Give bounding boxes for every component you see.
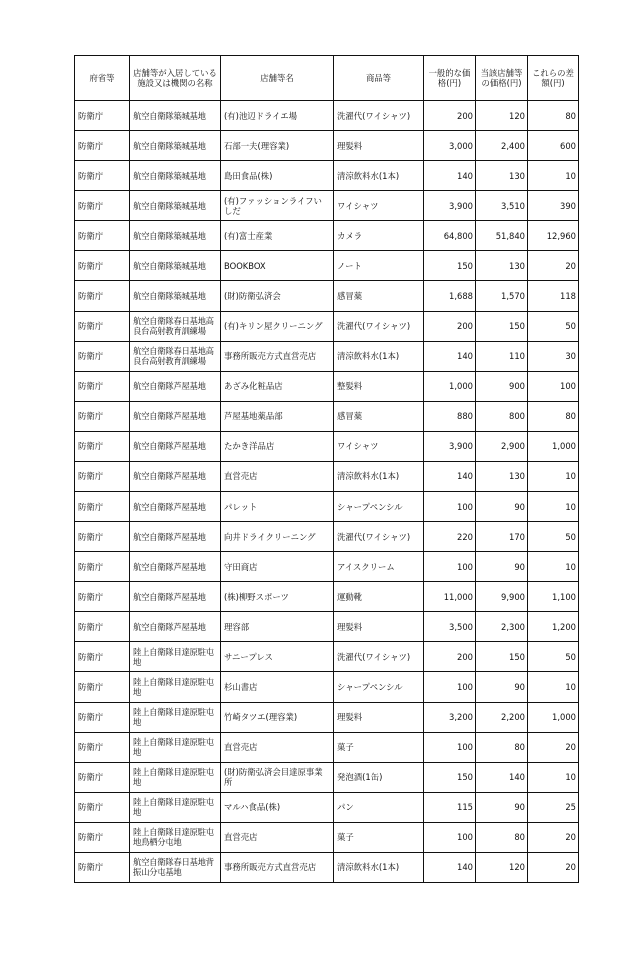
table-row	[75, 522, 579, 552]
cell-ministry: 防衛庁	[75, 672, 130, 702]
cell-ministry: 防衛庁	[75, 281, 130, 311]
cell-store: 島田食品(株)	[221, 161, 334, 191]
cell-difference: 12,960	[528, 221, 579, 251]
cell-product: ワイシャツ	[334, 191, 424, 221]
cell-ministry: 防衛庁	[75, 522, 130, 552]
table-row	[75, 762, 579, 792]
cell-ministry: 防衛庁	[75, 431, 130, 461]
cell-facility: 陸上自衛隊目達原駐屯地鳥栖分屯地	[130, 822, 221, 852]
table-row	[75, 251, 579, 281]
cell-product: 運動靴	[334, 582, 424, 612]
table-body	[75, 101, 579, 883]
table-row	[75, 281, 579, 311]
cell-general-price: 200	[424, 311, 476, 341]
cell-general-price: 100	[424, 552, 476, 582]
cell-store-price: 90	[476, 672, 528, 702]
cell-difference: 1,000	[528, 431, 579, 461]
table-row	[75, 461, 579, 491]
cell-general-price: 100	[424, 822, 476, 852]
cell-general-price: 220	[424, 522, 476, 552]
cell-general-price: 140	[424, 161, 476, 191]
cell-store-price: 51,840	[476, 221, 528, 251]
cell-general-price: 200	[424, 101, 476, 131]
cell-product: シャープペンシル	[334, 492, 424, 522]
cell-general-price: 100	[424, 672, 476, 702]
table-row	[75, 732, 579, 762]
cell-general-price: 11,000	[424, 582, 476, 612]
cell-difference: 25	[528, 792, 579, 822]
table-row	[75, 852, 579, 882]
header-product: 商品等	[334, 56, 424, 101]
table-row	[75, 341, 579, 371]
cell-difference: 20	[528, 251, 579, 281]
cell-facility: 航空自衛隊芦屋基地	[130, 431, 221, 461]
cell-facility: 陸上自衛隊目達原駐屯地	[130, 702, 221, 732]
table-row	[75, 101, 579, 131]
cell-facility: 航空自衛隊芦屋基地	[130, 461, 221, 491]
cell-general-price: 880	[424, 401, 476, 431]
cell-facility: 航空自衛隊築城基地	[130, 281, 221, 311]
cell-facility: 航空自衛隊築城基地	[130, 131, 221, 161]
cell-store: 事務所販売方式直営売店	[221, 341, 334, 371]
cell-store-price: 130	[476, 461, 528, 491]
cell-store: 竹崎タツエ(理容業)	[221, 702, 334, 732]
header-difference: これらの差額(円)	[528, 56, 579, 101]
cell-product: ノート	[334, 251, 424, 281]
cell-store-price: 80	[476, 732, 528, 762]
cell-facility: 陸上自衛隊目達原駐屯地	[130, 642, 221, 672]
cell-store-price: 150	[476, 311, 528, 341]
cell-ministry: 防衛庁	[75, 822, 130, 852]
cell-general-price: 1,000	[424, 371, 476, 401]
cell-product: ワイシャツ	[334, 431, 424, 461]
cell-store: マルハ食品(株)	[221, 792, 334, 822]
cell-facility: 航空自衛隊春日基地高良台高射教育訓練場	[130, 311, 221, 341]
cell-store-price: 80	[476, 822, 528, 852]
cell-store-price: 170	[476, 522, 528, 552]
cell-ministry: 防衛庁	[75, 461, 130, 491]
table-row	[75, 822, 579, 852]
cell-ministry: 防衛庁	[75, 131, 130, 161]
cell-ministry: 防衛庁	[75, 492, 130, 522]
cell-product: 洗濯代(ワイシャツ)	[334, 311, 424, 341]
cell-difference: 600	[528, 131, 579, 161]
cell-store-price: 90	[476, 492, 528, 522]
cell-ministry: 防衛庁	[75, 582, 130, 612]
cell-product: 菓子	[334, 822, 424, 852]
cell-store-price: 3,510	[476, 191, 528, 221]
cell-general-price: 3,900	[424, 431, 476, 461]
cell-ministry: 防衛庁	[75, 101, 130, 131]
cell-store-price: 9,900	[476, 582, 528, 612]
table-row	[75, 131, 579, 161]
table-row	[75, 431, 579, 461]
cell-product: パン	[334, 792, 424, 822]
cell-product: シャープペンシル	[334, 672, 424, 702]
cell-store: パレット	[221, 492, 334, 522]
cell-store-price: 2,300	[476, 612, 528, 642]
cell-general-price: 1,688	[424, 281, 476, 311]
cell-general-price: 200	[424, 642, 476, 672]
cell-difference: 10	[528, 492, 579, 522]
cell-difference: 10	[528, 161, 579, 191]
price-comparison-table	[74, 55, 579, 883]
cell-store-price: 150	[476, 642, 528, 672]
cell-product: 洗濯代(ワイシャツ)	[334, 101, 424, 131]
cell-general-price: 100	[424, 732, 476, 762]
cell-difference: 50	[528, 642, 579, 672]
cell-product: 感冒薬	[334, 281, 424, 311]
cell-difference: 80	[528, 101, 579, 131]
cell-general-price: 140	[424, 341, 476, 371]
cell-ministry: 防衛庁	[75, 371, 130, 401]
cell-ministry: 防衛庁	[75, 762, 130, 792]
cell-store-price: 90	[476, 552, 528, 582]
cell-general-price: 140	[424, 852, 476, 882]
cell-product: 洗濯代(ワイシャツ)	[334, 642, 424, 672]
cell-ministry: 防衛庁	[75, 792, 130, 822]
cell-product: 整髪料	[334, 371, 424, 401]
cell-facility: 航空自衛隊築城基地	[130, 191, 221, 221]
cell-difference: 390	[528, 191, 579, 221]
header-store-price: 当該店舗等の価格(円)	[476, 56, 528, 101]
table-row	[75, 311, 579, 341]
cell-facility: 航空自衛隊築城基地	[130, 161, 221, 191]
cell-general-price: 140	[424, 461, 476, 491]
table-row	[75, 492, 579, 522]
cell-product: 菓子	[334, 732, 424, 762]
cell-facility: 航空自衛隊芦屋基地	[130, 582, 221, 612]
cell-store: (財)防衛弘済会目達原事業所	[221, 762, 334, 792]
cell-ministry: 防衛庁	[75, 341, 130, 371]
header-row	[75, 56, 579, 101]
cell-store: 芦屋基地薬品部	[221, 401, 334, 431]
cell-facility: 陸上自衛隊目達原駐屯地	[130, 732, 221, 762]
table-header	[75, 56, 579, 101]
cell-store: 理容部	[221, 612, 334, 642]
cell-facility: 航空自衛隊芦屋基地	[130, 612, 221, 642]
cell-facility: 航空自衛隊芦屋基地	[130, 492, 221, 522]
cell-difference: 1,200	[528, 612, 579, 642]
cell-product: 感冒薬	[334, 401, 424, 431]
cell-store-price: 140	[476, 762, 528, 792]
cell-general-price: 150	[424, 251, 476, 281]
cell-store-price: 2,400	[476, 131, 528, 161]
cell-general-price: 3,500	[424, 612, 476, 642]
cell-facility: 航空自衛隊春日基地高良台高射教育訓練場	[130, 341, 221, 371]
cell-store: 守田商店	[221, 552, 334, 582]
table-row	[75, 642, 579, 672]
table-row	[75, 191, 579, 221]
table-row	[75, 792, 579, 822]
cell-difference: 10	[528, 461, 579, 491]
cell-product: 清涼飲料水(1本)	[334, 341, 424, 371]
cell-store: 向井ドライクリーニング	[221, 522, 334, 552]
cell-facility: 陸上自衛隊目達原駐屯地	[130, 792, 221, 822]
cell-ministry: 防衛庁	[75, 552, 130, 582]
cell-ministry: 防衛庁	[75, 161, 130, 191]
cell-ministry: 防衛庁	[75, 702, 130, 732]
cell-general-price: 115	[424, 792, 476, 822]
cell-store: 石部一夫(理容業)	[221, 131, 334, 161]
cell-facility: 航空自衛隊芦屋基地	[130, 371, 221, 401]
header-store: 店舗等名	[221, 56, 334, 101]
cell-store: 直営売店	[221, 732, 334, 762]
cell-ministry: 防衛庁	[75, 642, 130, 672]
cell-general-price: 150	[424, 762, 476, 792]
cell-store: (有)ファッションライフいしだ	[221, 191, 334, 221]
cell-facility: 陸上自衛隊目達原駐屯地	[130, 762, 221, 792]
cell-store-price: 800	[476, 401, 528, 431]
cell-product: カメラ	[334, 221, 424, 251]
table-row	[75, 612, 579, 642]
cell-product: 理髪料	[334, 702, 424, 732]
cell-facility: 陸上自衛隊目達原駐屯地	[130, 672, 221, 702]
cell-product: 洗濯代(ワイシャツ)	[334, 522, 424, 552]
cell-facility: 航空自衛隊芦屋基地	[130, 552, 221, 582]
cell-ministry: 防衛庁	[75, 191, 130, 221]
cell-store: (有)池辺ドライエ場	[221, 101, 334, 131]
cell-general-price: 3,000	[424, 131, 476, 161]
cell-difference: 50	[528, 311, 579, 341]
header-ministry: 府省等	[75, 56, 130, 101]
cell-difference: 20	[528, 732, 579, 762]
cell-store: BOOKBOX	[221, 251, 334, 281]
cell-ministry: 防衛庁	[75, 251, 130, 281]
cell-store: (財)防衛弘済会	[221, 281, 334, 311]
cell-difference: 10	[528, 762, 579, 792]
cell-store: (有)富士産業	[221, 221, 334, 251]
cell-product: 清涼飲料水(1本)	[334, 852, 424, 882]
cell-ministry: 防衛庁	[75, 612, 130, 642]
cell-difference: 80	[528, 401, 579, 431]
table-row	[75, 401, 579, 431]
cell-facility: 航空自衛隊築城基地	[130, 101, 221, 131]
cell-store-price: 110	[476, 341, 528, 371]
cell-store-price: 2,900	[476, 431, 528, 461]
cell-product: 清涼飲料水(1本)	[334, 161, 424, 191]
cell-store: 直営売店	[221, 822, 334, 852]
cell-store-price: 1,570	[476, 281, 528, 311]
table-row	[75, 702, 579, 732]
cell-difference: 20	[528, 822, 579, 852]
table-row	[75, 672, 579, 702]
cell-difference: 10	[528, 552, 579, 582]
cell-facility: 航空自衛隊芦屋基地	[130, 401, 221, 431]
cell-difference: 30	[528, 341, 579, 371]
cell-product: 理髪料	[334, 131, 424, 161]
cell-difference: 1,000	[528, 702, 579, 732]
header-general-price: 一般的な価格(円)	[424, 56, 476, 101]
cell-general-price: 3,900	[424, 191, 476, 221]
cell-product: 清涼飲料水(1本)	[334, 461, 424, 491]
header-facility: 店舗等が入居している施設又は機関の名称	[130, 56, 221, 101]
cell-difference: 10	[528, 672, 579, 702]
cell-store: あざみ化粧品店	[221, 371, 334, 401]
cell-ministry: 防衛庁	[75, 732, 130, 762]
cell-general-price: 3,200	[424, 702, 476, 732]
cell-store-price: 90	[476, 792, 528, 822]
cell-facility: 航空自衛隊春日基地背振山分屯基地	[130, 852, 221, 882]
cell-store-price: 900	[476, 371, 528, 401]
cell-product: 理髪料	[334, 612, 424, 642]
cell-store-price: 130	[476, 161, 528, 191]
cell-difference: 118	[528, 281, 579, 311]
cell-store-price: 120	[476, 852, 528, 882]
cell-ministry: 防衛庁	[75, 852, 130, 882]
cell-ministry: 防衛庁	[75, 311, 130, 341]
cell-facility: 航空自衛隊築城基地	[130, 251, 221, 281]
cell-facility: 航空自衛隊芦屋基地	[130, 522, 221, 552]
table-row	[75, 161, 579, 191]
cell-store-price: 130	[476, 251, 528, 281]
cell-difference: 1,100	[528, 582, 579, 612]
cell-ministry: 防衛庁	[75, 401, 130, 431]
cell-ministry: 防衛庁	[75, 221, 130, 251]
cell-store: 事務所販売方式直営売店	[221, 852, 334, 882]
table-row	[75, 221, 579, 251]
cell-store: (株)柳野スポーツ	[221, 582, 334, 612]
cell-product: アイスクリーム	[334, 552, 424, 582]
cell-store: 直営売店	[221, 461, 334, 491]
cell-store: 杉山書店	[221, 672, 334, 702]
table-row	[75, 582, 579, 612]
cell-difference: 100	[528, 371, 579, 401]
cell-store: たかき洋品店	[221, 431, 334, 461]
cell-store-price: 120	[476, 101, 528, 131]
cell-facility: 航空自衛隊築城基地	[130, 221, 221, 251]
cell-difference: 20	[528, 852, 579, 882]
cell-general-price: 100	[424, 492, 476, 522]
table-row	[75, 552, 579, 582]
table-row	[75, 371, 579, 401]
cell-difference: 50	[528, 522, 579, 552]
cell-store: (有)キリン屋クリーニング	[221, 311, 334, 341]
cell-store: サニープレス	[221, 642, 334, 672]
cell-store-price: 2,200	[476, 702, 528, 732]
cell-general-price: 64,800	[424, 221, 476, 251]
cell-product: 発泡酒(1缶)	[334, 762, 424, 792]
